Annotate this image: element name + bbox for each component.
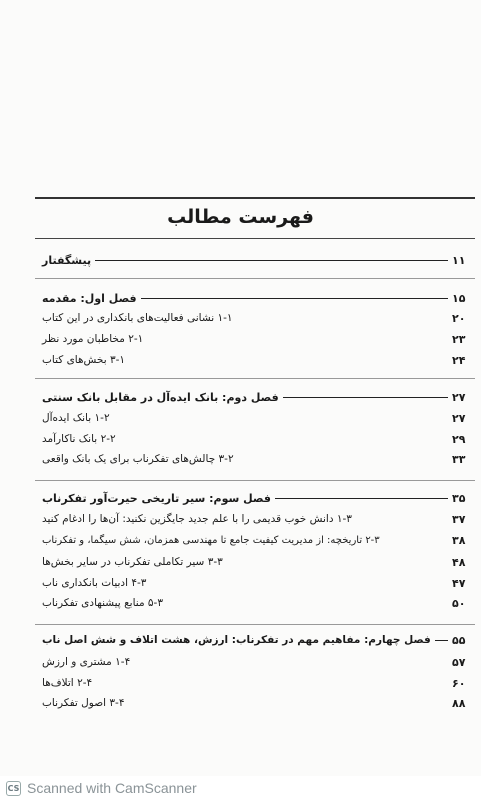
toc-page-number: ۳۸ (452, 533, 466, 547)
toc-item (36, 674, 476, 692)
toc-entry-preface (36, 251, 476, 269)
toc-chapter-label: فصل چهارم: مفاهیم مهم در تفکرناب: ارزش، هشت اتلاف و شش اصل ناب (42, 634, 431, 646)
toc-page-number: ۴۷ (452, 576, 466, 590)
toc-item (36, 510, 476, 528)
toc-chapter-label: فصل سوم: سیر تاریخی حیرت‌آور تفکرناب (42, 491, 271, 505)
toc-page-number: ۱۵ (452, 291, 466, 305)
toc-item-label: ۳-۲ چالش‌های تفکرناب برای یک بانک واقعی (42, 453, 234, 465)
toc-page-number: ۲۹ (452, 432, 466, 446)
toc-page-number: ۵۰ (452, 596, 466, 610)
toc-page-number: ۲۷ (452, 411, 466, 425)
toc-page-number: ۵۷ (452, 655, 466, 669)
toc-item (36, 553, 476, 571)
toc-item (36, 430, 476, 448)
toc-page-number: ۲۷ (452, 390, 466, 404)
toc-item-label: ۳-۱ بخش‌های کتاب (42, 354, 126, 366)
toc-item-label: ۲-۴ اتلاف‌ها (42, 677, 93, 689)
top-rule (35, 197, 475, 199)
camscanner-logo-icon: CS (6, 781, 21, 796)
toc-chapter-2 (36, 388, 476, 406)
toc-entry-label: پیشگفتار (42, 253, 92, 267)
toc-item-label: ۳-۴ اصول تفکرناب (42, 697, 125, 709)
toc-item (36, 531, 476, 549)
toc-page-number: ۶۰ (452, 676, 466, 690)
toc-title: فهرست مطالب (167, 206, 314, 228)
toc-chapter-1 (36, 289, 476, 307)
toc-item-label: ۳-۳ سیر تکاملی تفکرناب در سایر بخش‌ها (42, 556, 223, 568)
toc-page-number: ۲۰ (452, 311, 466, 325)
toc-item (36, 574, 476, 592)
section-divider (35, 624, 475, 625)
toc-item (36, 450, 476, 468)
toc-item (36, 409, 476, 427)
toc-item-label: ۲-۲ بانک ناکارآمد (42, 433, 116, 445)
toc-item-label: ۵-۳ منابع پیشنهادی تفکرناب (42, 597, 163, 609)
toc-item-label: ۱-۴ مشتری و ارزش (42, 656, 131, 668)
toc-page-number: ۴۸ (452, 555, 466, 569)
title-rule (35, 238, 475, 239)
toc-page-number: ۸۸ (452, 696, 466, 710)
watermark-text: Scanned with CamScanner (27, 780, 197, 796)
toc-item-label: ۱-۱ نشانی فعالیت‌های بانکداری در این کتاب (42, 312, 233, 324)
toc-item (36, 594, 476, 612)
leader-line (435, 640, 448, 641)
toc-item-label: ۴-۳ ادبیات بانکداری ناب (42, 577, 147, 589)
leader-line (95, 260, 448, 261)
toc-item (36, 653, 476, 671)
toc-item (36, 330, 476, 348)
toc-item-label: ۱-۲ بانک ایده‌آل (42, 412, 110, 424)
toc-chapter-4 (36, 631, 476, 649)
toc-item-label: ۱-۳ دانش خوب قدیمی را با علم جدید جایگزین نکنید: آن‌ها را ادغام کنید (42, 513, 352, 525)
toc-page-number: ۳۵ (452, 491, 466, 505)
leader-line (283, 397, 448, 398)
section-divider (35, 378, 475, 379)
toc-item (36, 694, 476, 712)
toc-page-number: ۱۱ (452, 253, 466, 267)
section-divider (35, 278, 475, 279)
toc-item (36, 351, 476, 369)
toc-item (36, 309, 476, 327)
toc-page-number: ۲۳ (452, 332, 466, 346)
toc-page-number: ۳۳ (452, 452, 466, 466)
toc-item-label: ۲-۳ تاریخچه: از مدیریت کیفیت جامع تا مهندسی همزمان، شش سیگما، و تفکرناب (42, 534, 380, 546)
leader-line (275, 498, 448, 499)
toc-item-label: ۲-۱ مخاطبان مورد نظر (42, 333, 144, 345)
scanner-watermark (0, 776, 481, 800)
toc-page-number: ۵۵ (452, 633, 466, 647)
toc-page-number: ۲۴ (452, 353, 466, 367)
toc-page-number: ۳۷ (452, 512, 466, 526)
toc-chapter-label: فصل دوم: بانک ایده‌آل در مقابل بانک سنتی (42, 390, 279, 404)
toc-chapter-3 (36, 489, 476, 507)
section-divider (35, 480, 475, 481)
toc-chapter-label: فصل اول: مقدمه (42, 291, 137, 305)
leader-line (141, 298, 448, 299)
